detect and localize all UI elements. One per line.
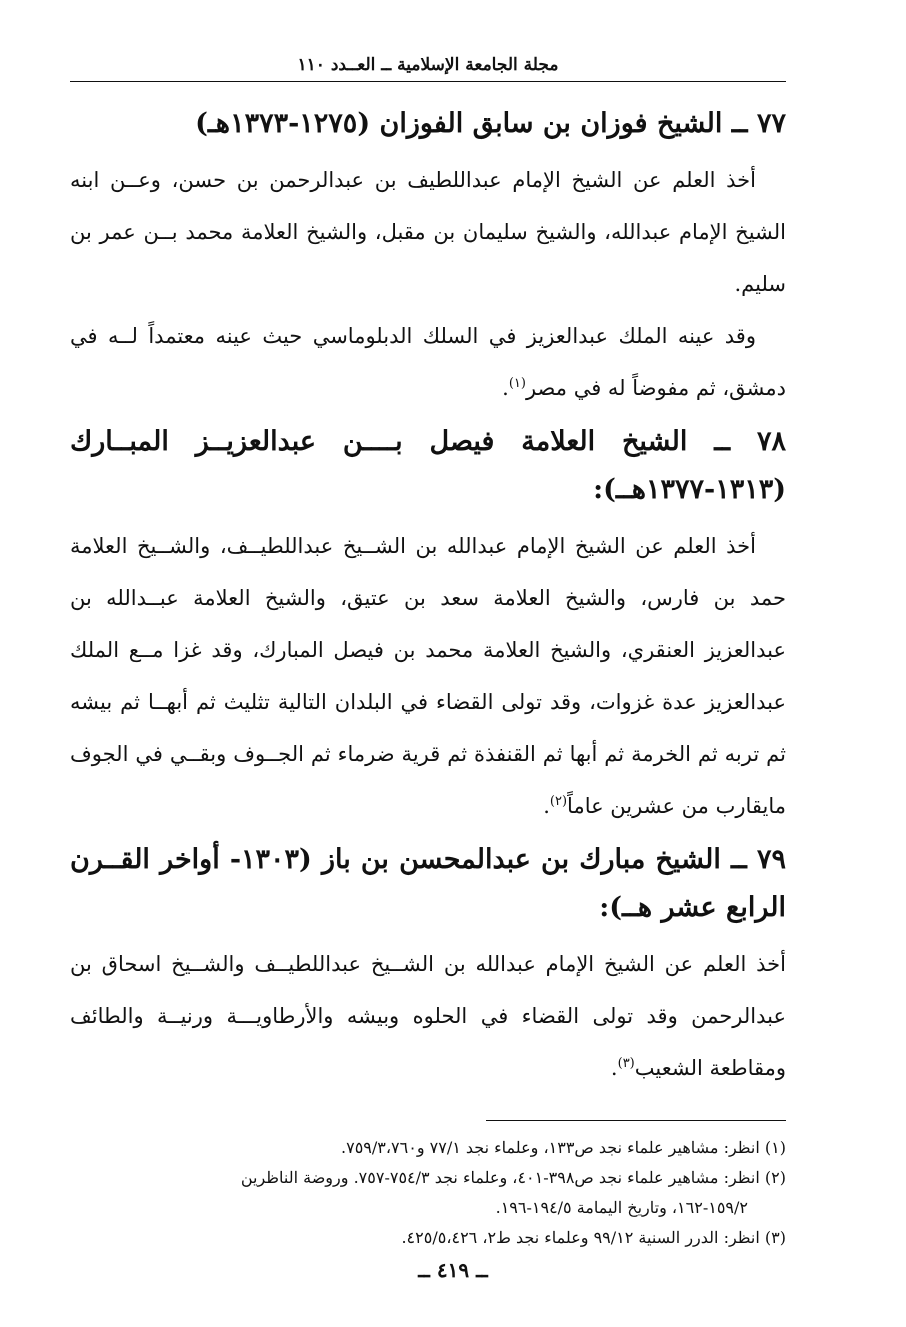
biography-78 <box>70 418 786 832</box>
page-number: ــ ٤١٩ ــ <box>418 1258 488 1282</box>
footnote-text: (٣) انظر: الدرر السنية ٩٩/١٢ وعلماء نجد ط٢، ٤٢٥/٥،٤٢٦. <box>401 1228 786 1247</box>
paragraph-tail: . <box>502 376 509 400</box>
paragraph-text: أخذ العلم عن الشيخ الإمام عبدالله بن الشــيخ عبداللطيــف والشــيخ اسحاق بن عبدالرحمن وقد تولى القضاء في الحلوه وبيشه والأرطاويـــة ورنيــة والطائف ومقاطعة الشعيب <box>70 952 786 1080</box>
footnote-text: (١) انظر: مشاهير علماء نجد ص١٣٣، وعلماء نجد ٧٧/١ و٧٥٩/٣،٧٦٠. <box>341 1138 786 1157</box>
document-page <box>70 55 786 1253</box>
paragraph-text: أخذ العلم عن الشيخ الإمام عبدالله بن الشــيخ عبداللطيــف، والشــيخ العلامة حمد بن فارس، والشيخ العلامة سعد بن عتيق، والشيخ العلامة عبــدالله بن عبدالعزيز العنقري، والشيخ العلامة محمد بن فيصل المبارك، وقد غزا مــع الملك عبدالعزيز عدة غزوات، وقد تولى القضاء في البلدان التالية تثليث ثم أبهــا ثم بيشه ثم تربه ثم الخرمة ثم أبها ثم القنفذة ثم قرية ضرماء ثم الجــوف وبقــي في الجوف مايقارب من عشرين عاماً <box>70 534 786 818</box>
footnote-text: (٢) انظر: مشاهير علماء نجد ص٣٩٨-٤٠١، وعلماء نجد ٧٥٤/٣-٧٥٧. وروضة الناظرين <box>240 1168 786 1187</box>
paragraph-text: وقد عينه الملك عبدالعزيز في السلك الدبلوماسي حيث عينه معتمداً لــه في دمشق، ثم مفوضاً له في مصر <box>70 324 786 400</box>
biography-heading: ٧٧ ــ الشيخ فوزان بن سابق الفوزان (١٢٧٥-١٣٧٣هـ) <box>195 108 786 139</box>
paragraph-tail: . <box>610 1056 618 1080</box>
biography-79 <box>70 836 786 1094</box>
footnote-reference[interactable]: (٢) <box>549 794 568 809</box>
footnote-continuation: ١٥٩/٢-١٦٢، وتاريخ اليمامة ١٩٤/٥-١٩٦. <box>495 1198 748 1217</box>
footnote-2 <box>70 1163 786 1223</box>
paragraph-tail: . <box>543 794 550 818</box>
running-head: مجلة الجامعة الإسلامية ــ العــدد ١١٠ <box>70 55 786 82</box>
biography-heading: ٧٨ ــ الشيخ العلامة فيصل بــــن عبدالعزيــز المبــارك (١٣١٣-١٣٧٧هــ): <box>70 426 786 505</box>
biography-paragraph <box>70 310 786 414</box>
footnotes <box>70 1133 786 1253</box>
footnote-1 <box>70 1133 786 1163</box>
paragraph-text: أخذ العلم عن الشيخ الإمام عبداللطيف بن عبدالرحمن بن حسن، وعــن ابنه الشيخ الإمام عبدالله، والشيخ سليمان بن مقبل، والشيخ العلامة محمد بــن عمر بن سليم. <box>70 168 786 296</box>
biography-paragraph <box>70 520 786 832</box>
footnote-divider <box>486 1120 786 1121</box>
footnote-3 <box>70 1223 786 1253</box>
footnote-reference[interactable]: (١) <box>508 376 526 391</box>
biography-paragraph <box>70 154 786 310</box>
biography-paragraph <box>70 938 786 1094</box>
biography-heading: ٧٩ ــ الشيخ مبارك بن عبدالمحسن بن باز (١٣٠٣- أواخر القــرن الرابع عشر هــ): <box>70 844 786 923</box>
footnote-reference[interactable]: (٣) <box>617 1056 635 1071</box>
biography-77 <box>70 100 786 414</box>
